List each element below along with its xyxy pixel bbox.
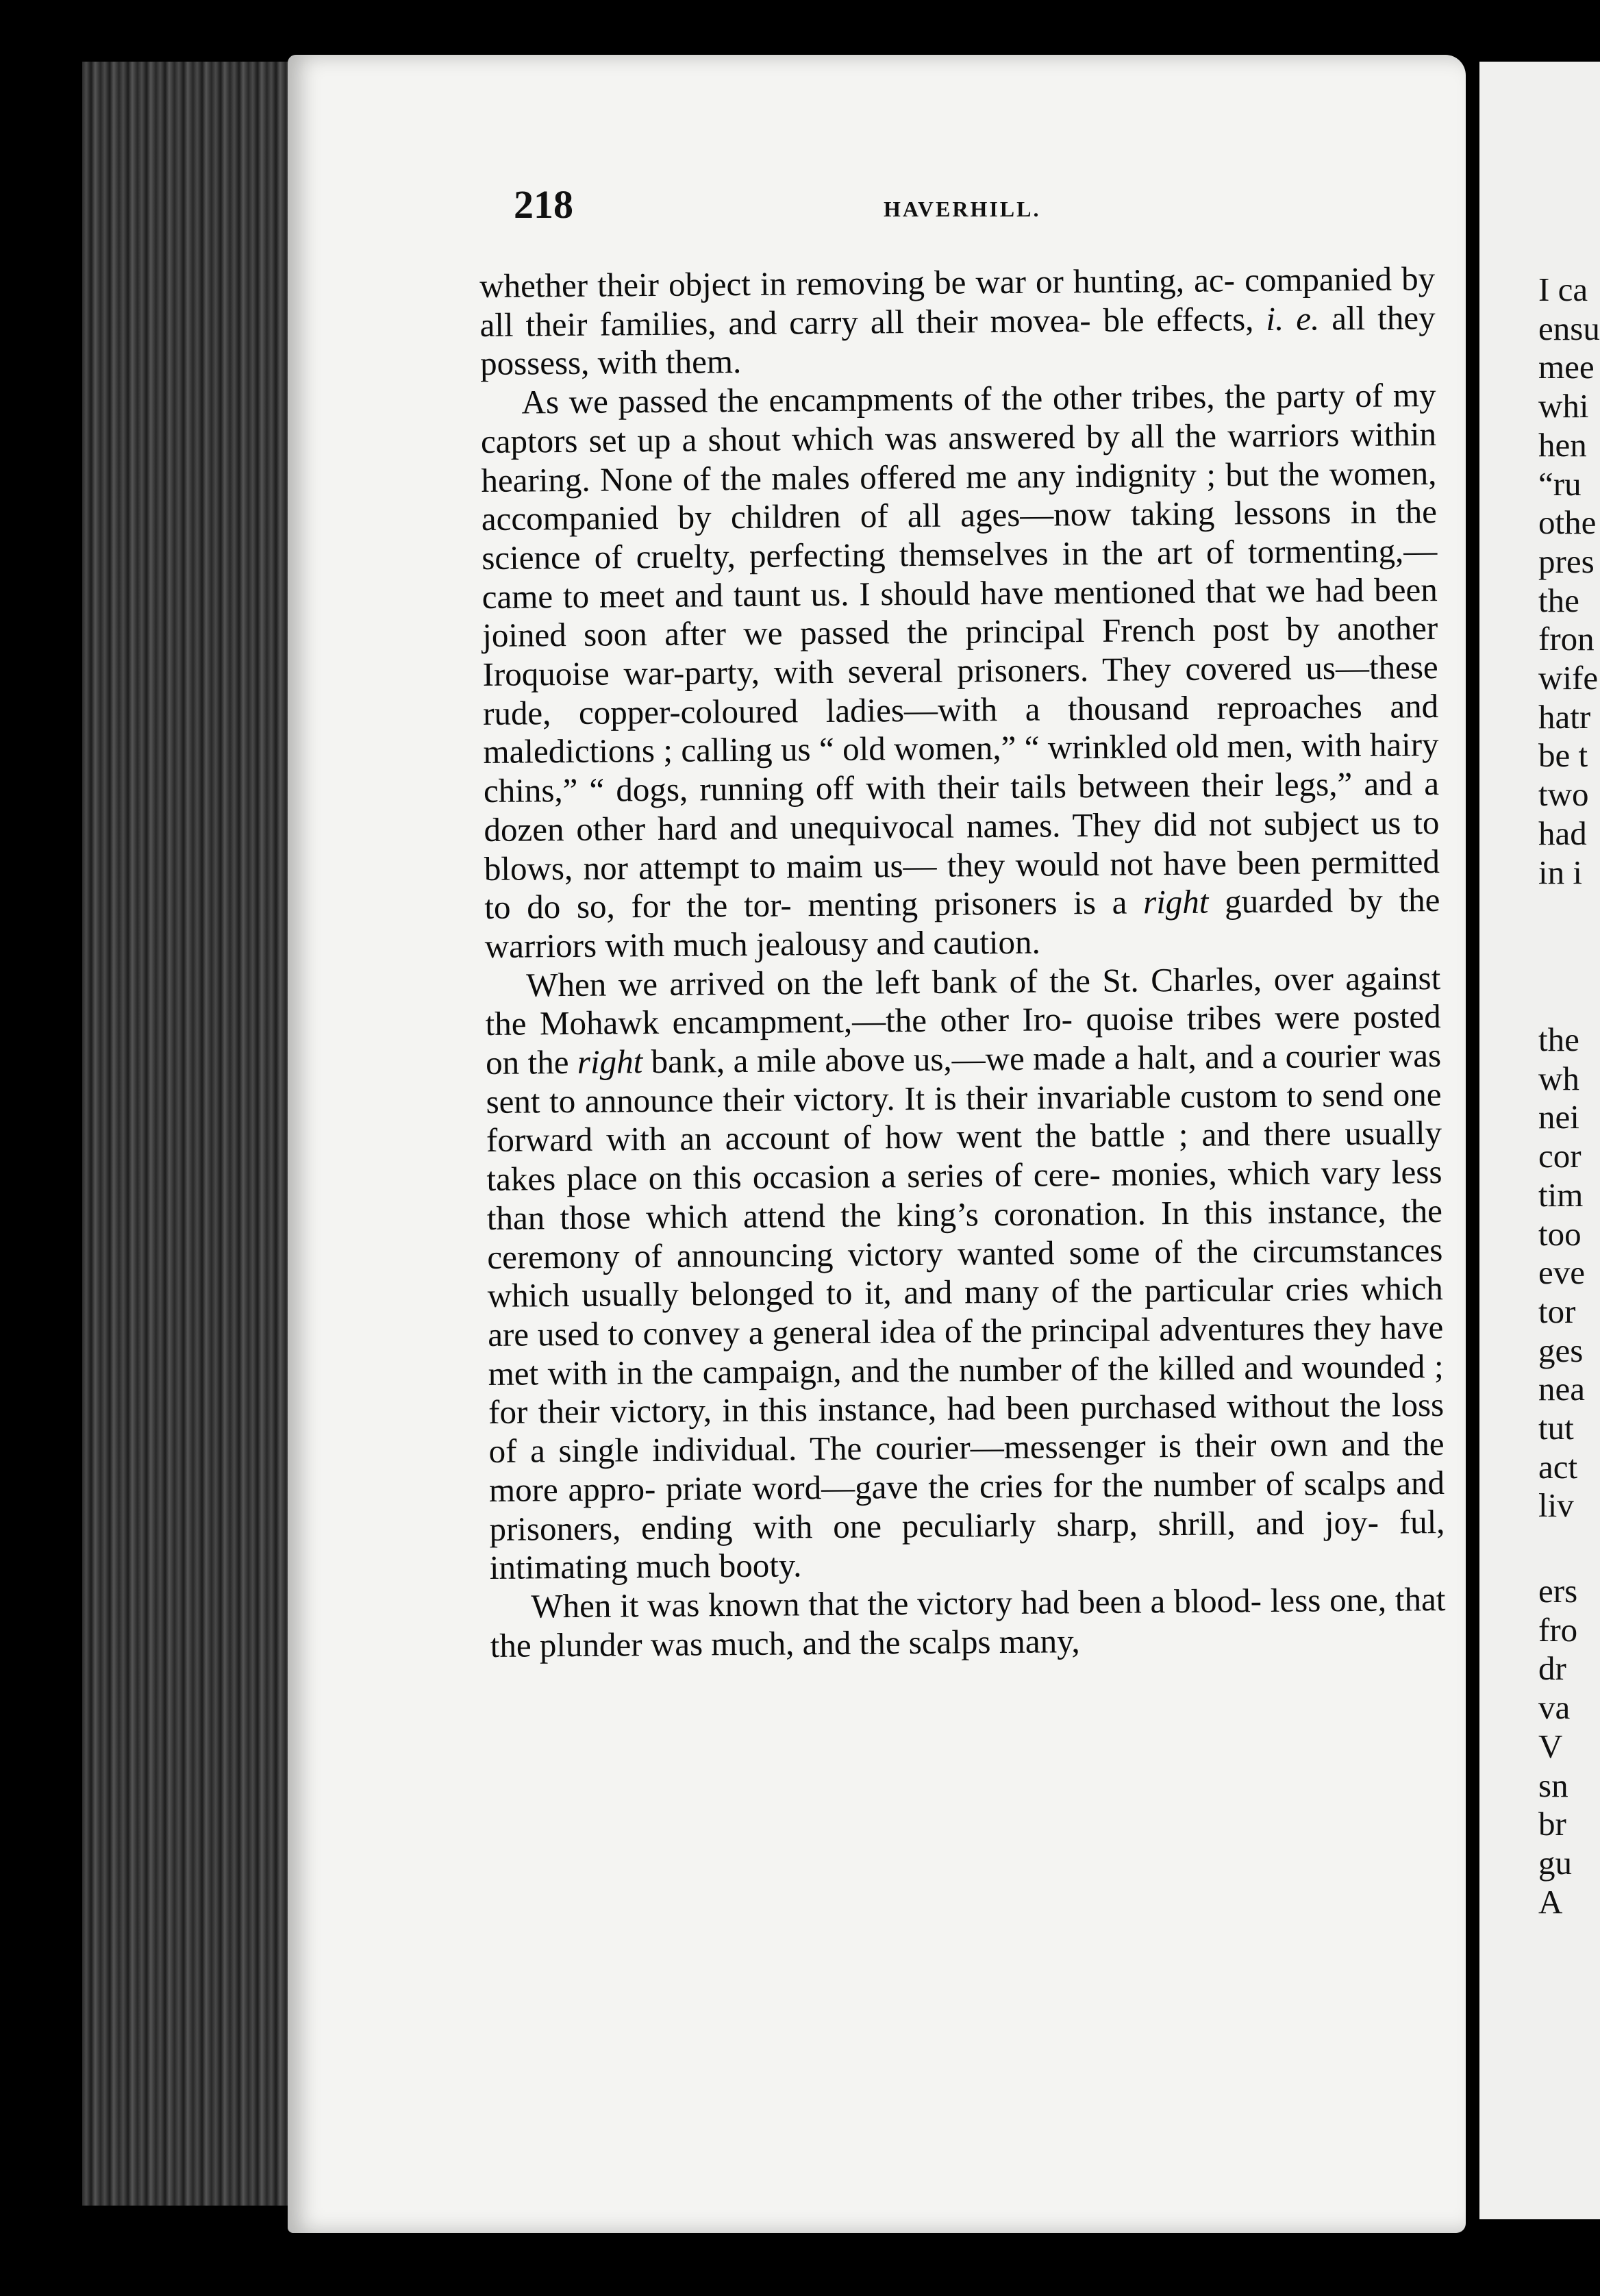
text-line: ladies—with a thousand reproaches and maledictions ; bbox=[483, 686, 1439, 771]
text-line: legs,” and a dozen other hard and unequivocal names. bbox=[484, 764, 1440, 849]
fragment: act bbox=[1538, 1447, 1578, 1486]
text-line: They did not subject us to blows, nor attempt to maim us— bbox=[484, 803, 1440, 888]
book-spine-edge bbox=[82, 62, 308, 2206]
text-line: us,—we made a halt, and a courier was sent to announce bbox=[486, 1036, 1442, 1121]
text-line: ful, intimating much booty. bbox=[489, 1502, 1445, 1587]
fragment: ers bbox=[1538, 1572, 1578, 1610]
text-line: French post by another Iroquoise war-party, with several bbox=[482, 609, 1438, 694]
text-line: they would not have been permitted to do so, for the tor- bbox=[484, 842, 1440, 927]
text-line: we had been joined soon after we passed the principal bbox=[482, 570, 1438, 655]
body-text bbox=[479, 260, 1448, 1945]
running-head bbox=[514, 182, 1432, 236]
fragment: gu bbox=[1538, 1843, 1572, 1882]
fragment: cor bbox=[1538, 1137, 1582, 1175]
fragment: mee bbox=[1538, 348, 1595, 386]
fragment: ges bbox=[1538, 1331, 1584, 1369]
text-line: less one, that the plunder was much, and the scalps many, bbox=[490, 1580, 1446, 1664]
paragraph-4 bbox=[490, 1580, 1446, 1665]
text-line: over against the Mohawk encampment,—the other Iro- bbox=[485, 958, 1441, 1043]
text-line: menting prisoners is a right guarded by the warriors with bbox=[484, 881, 1440, 965]
right-page-fragment-block-2 bbox=[1538, 1021, 1600, 1525]
text-line: forward with an account of how went the battle ; and bbox=[486, 1115, 1251, 1160]
text-line: companied by all their families, and carry all their movea- bbox=[479, 260, 1436, 344]
text-line: quoise tribes were posted on the right bank, a mile above bbox=[485, 997, 1441, 1082]
text-line: by children of all ages—now taking lessons in the science bbox=[482, 492, 1438, 577]
text-line: they have met with in the campaign, and the number of bbox=[488, 1308, 1444, 1393]
fragment: too bbox=[1538, 1214, 1582, 1253]
paragraph-3 bbox=[485, 959, 1445, 1588]
fragment: tim bbox=[1538, 1175, 1584, 1214]
text-line: of cruelty, perfecting themselves in the art of tormenting,— bbox=[594, 531, 1438, 576]
fragment: I ca bbox=[1538, 271, 1588, 308]
text-line: prisoners. They covered us—these rude, copper-coloured bbox=[482, 648, 1438, 732]
text-line: offered me any indignity ; but the women, accompanied bbox=[481, 453, 1437, 538]
fragment: wh bbox=[1538, 1059, 1579, 1097]
text-line: much jealousy and caution. bbox=[673, 923, 1041, 964]
text-line: When it was known that the victory had been a blood- bbox=[531, 1581, 1262, 1625]
text-line: prisoners, ending with one peculiarly sharp, shrill, and joy- bbox=[489, 1503, 1379, 1548]
fragment: whi bbox=[1538, 387, 1589, 425]
fragment: ensu bbox=[1538, 309, 1600, 347]
fragment: fro bbox=[1538, 1610, 1578, 1649]
fragment: tut bbox=[1538, 1409, 1574, 1447]
fragment: two bbox=[1538, 775, 1589, 814]
fragment: V bbox=[1538, 1727, 1563, 1765]
right-page-fragment-block-3 bbox=[1538, 1572, 1600, 1921]
page-number: 218 bbox=[514, 182, 573, 227]
text-line: chins,” “ dogs, running off with their tails between their bbox=[483, 766, 1264, 810]
fragment: eve bbox=[1538, 1253, 1585, 1292]
text-line: When we arrived on the left bank of the St. Charles, bbox=[526, 960, 1262, 1004]
text-line: The courier—messenger is their own and the more appro- bbox=[488, 1425, 1445, 1509]
fragment: va bbox=[1538, 1688, 1571, 1727]
text-line: the killed and wounded ; for their victory, in this instance, bbox=[488, 1347, 1444, 1432]
fragment: liv bbox=[1538, 1486, 1574, 1525]
text-line: As we passed the encampments of the other tribes, the bbox=[521, 377, 1266, 421]
fragment: wife bbox=[1538, 659, 1599, 697]
text-line: ble effects, i. e. all they possess, with them. bbox=[479, 298, 1436, 383]
text-line: had been purchased without the loss of a single individual. bbox=[488, 1386, 1445, 1471]
text-line: party of my captors set up a shout which was answered bbox=[480, 376, 1436, 460]
fragment: “ru bbox=[1538, 464, 1582, 503]
text-line: priate word—gave the cries for the number of scalps and bbox=[665, 1463, 1445, 1508]
fragment: in i bbox=[1538, 853, 1582, 891]
paragraph-1 bbox=[479, 260, 1436, 384]
text-line: came to meet and taunt us. I should have mentioned that bbox=[482, 571, 1256, 616]
text-line: belonged to it, and many of the particular cries which are bbox=[488, 1269, 1443, 1353]
text-line: by all the warriors within hearing. None of the males bbox=[481, 414, 1437, 499]
fragment: nea bbox=[1538, 1370, 1585, 1408]
text-line: whether their object in removing be war or hunting, ac- bbox=[479, 261, 1236, 305]
right-page-fragment-block-1 bbox=[1538, 271, 1600, 892]
fragment: the bbox=[1538, 1021, 1579, 1058]
text-line: used to convey a general idea of the principal adventures bbox=[537, 1309, 1305, 1353]
fragment: pres bbox=[1538, 542, 1595, 580]
fragment: othe bbox=[1538, 503, 1597, 542]
fragment: A bbox=[1538, 1882, 1563, 1921]
fragment: br bbox=[1538, 1805, 1566, 1843]
fragment: be t bbox=[1538, 736, 1588, 775]
paragraph-2 bbox=[480, 376, 1440, 966]
text-line: monies, which vary less than those which attend the king’s bbox=[486, 1153, 1442, 1237]
fragment: tor bbox=[1538, 1292, 1576, 1330]
fragment: fron bbox=[1538, 620, 1595, 658]
fragment: had bbox=[1538, 814, 1587, 852]
text-line: victory wanted some of the circumstances which usually bbox=[487, 1230, 1443, 1315]
fragment: the bbox=[1538, 581, 1579, 619]
text-line: their victory. It is their invariable custom to send one bbox=[723, 1075, 1442, 1119]
fragment: hatr bbox=[1538, 697, 1591, 736]
text-line: calling us “ old women,” “ wrinkled old men, with hairy bbox=[681, 725, 1439, 770]
fragment: hen bbox=[1538, 425, 1587, 464]
text-line: there usually takes place on this occasion a series of cere- bbox=[486, 1114, 1442, 1199]
fragment: nei bbox=[1538, 1098, 1579, 1136]
text-line: coronation. In this instance, the ceremony of announcing bbox=[487, 1191, 1443, 1276]
fragment: sn bbox=[1538, 1766, 1568, 1804]
fragment: dr bbox=[1538, 1649, 1566, 1688]
running-title: HAVERHILL. bbox=[884, 197, 1041, 221]
